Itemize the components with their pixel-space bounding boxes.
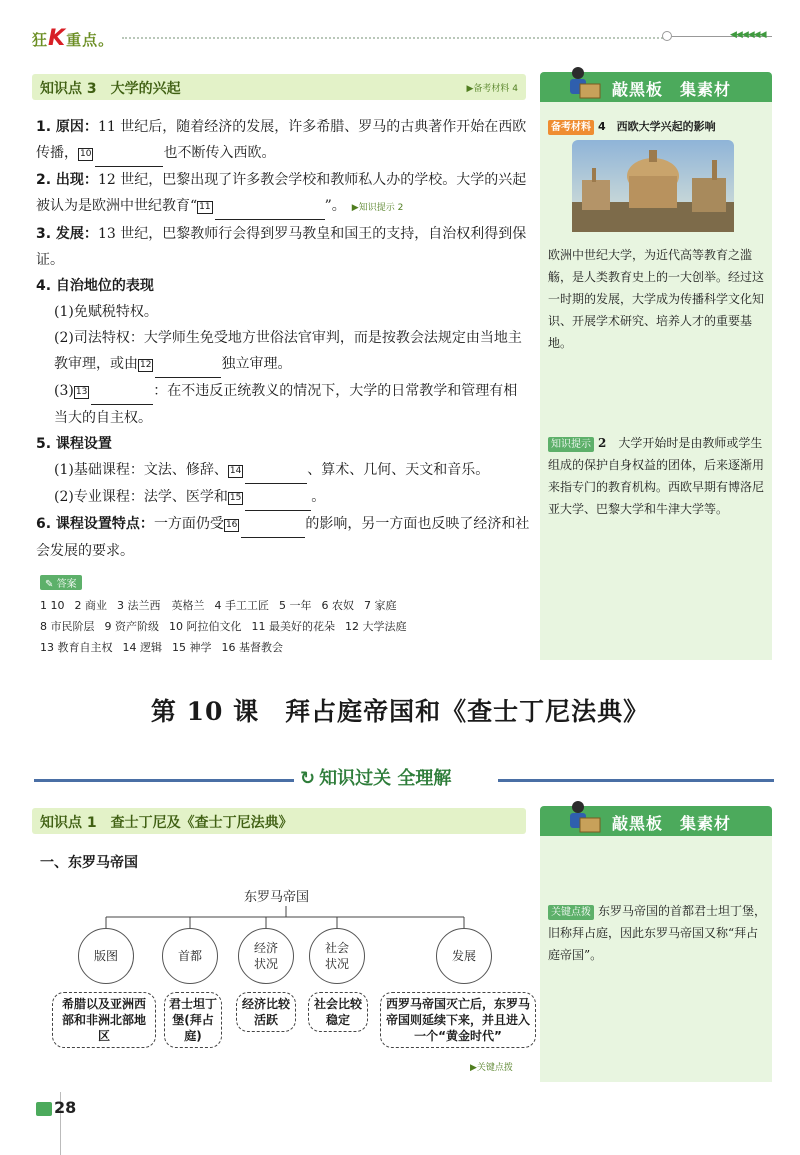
list-item: (1)免赋税特权。 [54,304,158,320]
diagram-node: 首都 [162,928,218,984]
answer-item: 1 10 [40,599,65,612]
answer-item: 3 法兰西 英格兰 [117,599,205,612]
fill-blank[interactable] [91,378,153,405]
blank-index: 14 [229,466,242,476]
answer-item: 11 最美好的花朵 [251,620,335,633]
blank-index: 15 [229,493,242,503]
teacher-icon [564,800,604,836]
fill-blank[interactable] [241,511,305,538]
knowledge-hint: 知识提示 2 大学开始时是由教师或学生组成的保护自身权益的团体，后来逐渐用来指专门的教育机构。西欧早期有博洛尼亚大学、巴黎大学和牛津大学等。 [548,436,765,516]
answer-item: 7 家庭 [364,599,397,612]
diagram-detail: 西罗马帝国灭亡后，东罗马帝国则延续下来，并且进入一个“黄金时代” [380,992,536,1048]
blank-index: 16 [225,520,238,530]
university-building-image [572,140,734,232]
answer-item: 13 教育自主权 [40,641,113,654]
hint-link[interactable]: ▶知识提示 2 [351,203,404,213]
header-arrows-icon: ◀◀◀◀◀◀ [730,30,766,40]
paragraph-development: 3. 发展：13 世纪，巴黎教师行会得到罗马教皇和国王的支持，自治权利得到保证。 [36,226,527,268]
answer-item: 8 市民阶层 [40,620,95,633]
book-icon [36,1102,52,1116]
paragraph-emergence: 2. 出现：12 世纪，巴黎出现了许多教会学校和教师私人办的学校。大学的兴起被认为是欧洲中世纪教育“ 11 ”。 ▶知识提示 2 [36,167,530,221]
side-board-header [540,806,772,836]
divider-line-left [34,779,294,782]
header-circle [662,31,672,41]
heading-curriculum: 5. 课程设置 [36,436,112,452]
eastern-roman-empire-diagram [36,880,536,1055]
heading-autonomy: 4. 自治地位的表现 [36,278,154,294]
answer-item: 15 神学 [172,641,212,654]
answer-item: 10 阿拉伯文化 [169,620,242,633]
section-content [36,114,530,564]
material-text: 欧洲中世纪大学，为近代高等教育之滥觞，是人类教育史上的一大创举。经过这一时期的发展，大学成为传播科学文化知识、开展学术研究、培养人才的重要基地。 [548,248,765,350]
diagram-detail: 希腊以及亚洲西部和非洲北部地区 [52,992,156,1048]
diagram-node: 社会状况 [309,928,365,984]
answer-item: 14 逻辑 [122,641,162,654]
list-item: (2)司法特权：大学师生免受地方世俗法官审判，而是按教会法规定由当地主教审理，或由 12 独立审理。 [36,325,530,378]
answer-item: 16 基督教会 [221,641,283,654]
answer-item: 4 手工工匠 [214,599,269,612]
key-point: 关键点拨 东罗马帝国的首都君士坦丁堡，旧称拜占庭，因此东罗马帝国又称“拜占庭帝国”。 [548,904,767,962]
swirl-icon: ↻ [300,768,316,789]
blank-index: 13 [75,387,88,397]
key-point-link[interactable]: ▶关键点拨 [470,1063,513,1073]
answer-key [40,572,530,658]
answer-item: 12 大学法庭 [345,620,407,633]
diagram-node: 版图 [78,928,134,984]
page-number: 28 [54,1098,77,1117]
answer-item: 6 农奴 [321,599,354,612]
side-board-header [540,72,772,102]
page-header [0,0,800,60]
paragraph-reason: 1. 原因：11 世纪后，随着经济的发展，许多希腊、罗马的古典著作开始在西欧传播， 10 也不断传入西欧。 [36,114,530,167]
paragraph-features: 6. 课程设置特点：一方面仍受 16 的影响，另一方面也反映了经济和社会发展的要求。 [36,511,530,564]
side-board-title: 敲黑板 集素材 [612,80,732,99]
diagram-root: 东罗马帝国 [244,890,310,905]
answer-item: 5 一年 [279,599,312,612]
fill-blank[interactable] [155,351,221,378]
banner-title: 知识点 3 大学的兴起 [40,81,181,97]
knowledge-point-banner [32,808,526,834]
diagram-detail: 君士坦丁堡(拜占庭) [164,992,222,1048]
answer-title: ✎ 答案 [40,575,82,590]
material-tag: 备考材料 [548,120,594,135]
diagram-node: 经济状况 [238,928,294,984]
knowledge-point-banner [32,74,526,100]
hint-tag: 知识提示 [548,437,594,452]
blank-index: 10 [80,149,92,159]
subsection-heading: 一、东罗马帝国 [40,855,138,871]
banner-title: 知识点 1 查士丁尼及《查士丁尼法典》 [40,815,293,831]
list-item: (3) 13 ：在不违反正统教义的情况下，大学的日常教学和管理有相当大的自主权。 [36,378,530,431]
section-label: ↻ 知识过关 全理解 [300,768,452,789]
lesson-title: 第 10 课 拜占庭帝国和《查士丁尼法典》 [150,697,650,726]
answer-list [40,595,530,658]
fill-blank[interactable] [95,140,163,167]
material-heading: 备考材料 4 西欧大学兴起的影响 [548,118,716,135]
fill-blank[interactable] [215,193,325,220]
fill-blank[interactable] [245,484,311,511]
key-point-tag: 关键点拨 [548,905,594,920]
answer-item: 9 资产阶级 [104,620,159,633]
divider-line-right [498,779,774,782]
banner-reference[interactable]: ▶备考材料 4 [466,84,518,94]
blank-index: 12 [140,360,152,370]
teacher-icon [564,66,604,102]
blank-index: 11 [199,202,211,212]
list-item: (2)专业课程：法学、医学和 15 。 [36,484,530,511]
fill-blank[interactable] [245,457,307,484]
side-board-title: 敲黑板 集素材 [612,814,732,833]
diagram-node: 发展 [436,928,492,984]
diagram-detail: 经济比较活跃 [236,992,296,1032]
diagram-detail: 社会比较稳定 [308,992,368,1032]
list-item: (1)基础课程：文法、修辞、 14 、算术、几何、天文和音乐。 [36,457,530,484]
header-dotted-line [122,37,670,39]
answer-item: 2 商业 [74,599,107,612]
brand-logo: 狂K重点。 [32,26,115,51]
